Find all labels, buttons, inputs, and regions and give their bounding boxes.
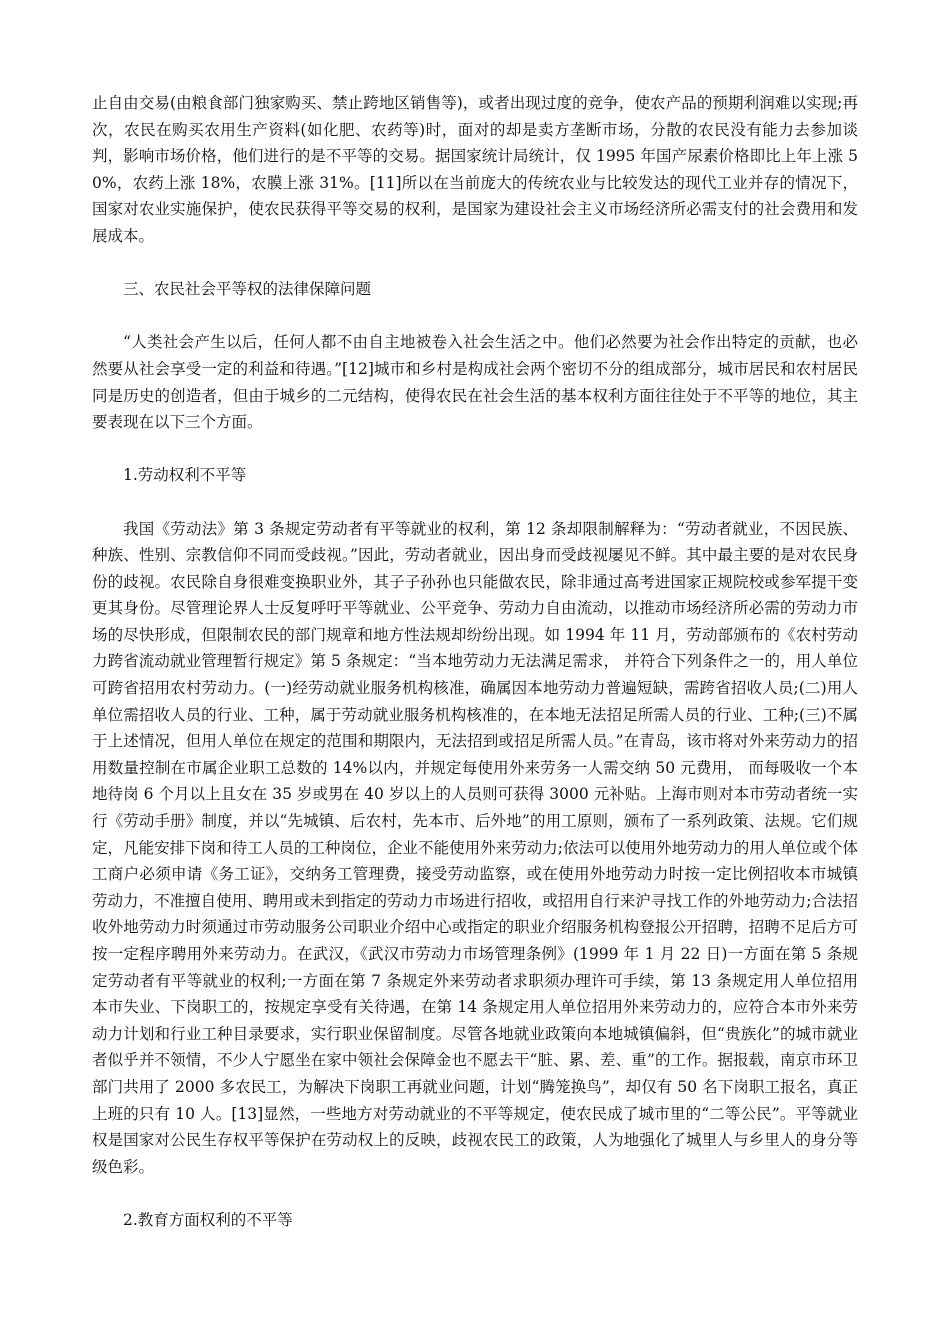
paragraph-gap — [92, 250, 858, 277]
paragraph-gap — [92, 303, 858, 330]
section-heading: 三、农民社会平等权的法律保障问题 — [123, 280, 372, 299]
document-page — [92, 90, 858, 1234]
subheading-education-rights: 2.教育方面权利的不平等 — [123, 1210, 293, 1229]
paragraph-gap — [92, 1180, 858, 1207]
paragraph-labor: 我国《劳动法》第 3 条规定劳动者有平等就业的权利，第 12 条却限制解释为：“劳动者就业，不因民族、种族、性别、宗教信仰不同而受歧视。”因此，劳动者就业，因出身而受歧视屡见不鲜。其中最主要的是对农民身份的歧视。农民除自身很难变换职业外，其子子孙孙也只能做农民，除非通过高考进国家正规院校或参军提干变更其身份。尽管理论界人士反复呼吁平等就业、公平竞争、劳动力自由流动，以推动市场经济所必需的劳动力市场的尽快形成，但限制农民的部门规章和地方性法规却纷纷出现。如 1994 年 11 月，劳动部颁布的《农村劳动力跨省流动就业管理暂行规定》第 5 条规定：“当本地劳动力无法满足需求， 并符合下列条件之一的，用人单位可跨省招用农村劳动力。(一)经劳动就业服务机构核准，确属因本地劳动力普遍短缺，需跨省招收人员;(二)用人单位需招收人员的行业、工种，属于劳动就业服务机构核准的，在本地无法招足所需人员的行业、工种;(三)不属于上述情况，但用人单位在规定的范围和期限内，无法招到或招足所需人员。”在青岛，该市将对外来劳动力的招用数量控制在市属企业职工总数的 14%以内，并规定每使用外来劳务一人需交纳 50 元费用， 而每吸收一个本地待岗 6 个月以上且女在 35 岁或男在 40 岁以上的人员则可获得 3000 元补贴。上海市则对本市劳动者统一实行《劳动手册》制度，并以“先城镇、后农村，先本市、后外地”的用工原则，颁布了一系列政策、法规。它们规定，凡能安排下岗和待工人员的工种岗位，企业不能使用外来劳动力;依法可以使用外地劳动力的用人单位或个体工商户必须申请《务工证》，交纳务工管理费，接受劳动监察，或在使用外地劳动力时按一定比例招收本市城镇劳动力，不准擅自使用、聘用或未到指定的劳动力市场进行招收，或招用自行来沪寻找工作的外地劳动力;合法招收外地劳动力时须通过市劳动服务公司职业介绍中心或指定的职业介绍服务机构登报公开招聘，招聘不足后方可按一定程序聘用外来劳动力。在武汉，《武汉市劳动力市场管理条例》(1999 年 1 月 22 日)一方面在第 5 条规定劳动者有平等就业的权利;一方面在第 7 条规定外来劳动者求职须办理许可手续，第 13 条规定用人单位招用本市失业、下岗职工的，按规定享受有关待遇，在第 14 条规定用人单位招用外来劳动力的，应符合本市外来劳动力计划和行业工种目录要求，实行职业保留制度。尽管各地就业政策向本地城镇偏斜，但“贵族化”的城市就业者似乎并不领情，不少人宁愿坐在家中领社会保障金也不愿去干“脏、累、差、重”的工作。据报载，南京市环卫部门共用了 2000 多农民工，为解决下岗职工再就业问题，计划“腾笼换鸟”，却仅有 50 名下岗职工报名，真正上班的只有 10 人。[13]显然，一些地方对劳动就业的不平等规定，使农民成了城市里的“二等公民”。平等就业权是国家对公民生存权平等保护在劳动权上的反映，歧视农民工的政策，人为地强化了城里人与乡里人的身分等级色彩。 — [92, 519, 858, 1176]
paragraph-intro: “人类社会产生以后，任何人都不由自主地被卷入社会生活之中。他们必然要为社会作出特定的贡献，也必然要从社会享受一定的利益和待遇。”[12]城市和乡村是构成社会两个密切不分的组成部分，城市居民和农村居民同是历史的创造者，但由于城乡的二元结构，使得农民在社会生活的基本权利方面往往处于不平等的地位，其主要表现在以下三个方面。 — [92, 333, 858, 432]
paragraph-gap — [92, 489, 858, 516]
paragraph-continuation: 止自由交易(由粮食部门独家购买、禁止跨地区销售等)，或者出现过度的竞争，使农产品的预期利润难以实现;再次，农民在购买农用生产资料(如化肥、农药等)时，面对的却是卖方垄断市场，分散的农民没有能力去参加谈判，影响市场价格，他们进行的是不平等的交易。据国家统计局统计，仅 1995 年国产尿素价格即比上年上涨 50%，农药上涨 18%，农膜上涨 31%。[11]所以在当前庞大的传统农业与比较发达的现代工业并存的情况下，国家对农业实施保护，使农民获得平等交易的权利，是国家为建设社会主义市场经济所必需支付的社会费用和发展成本。 — [92, 94, 858, 245]
paragraph-gap — [92, 436, 858, 463]
subheading-labor-rights: 1.劳动权利不平等 — [123, 466, 247, 485]
